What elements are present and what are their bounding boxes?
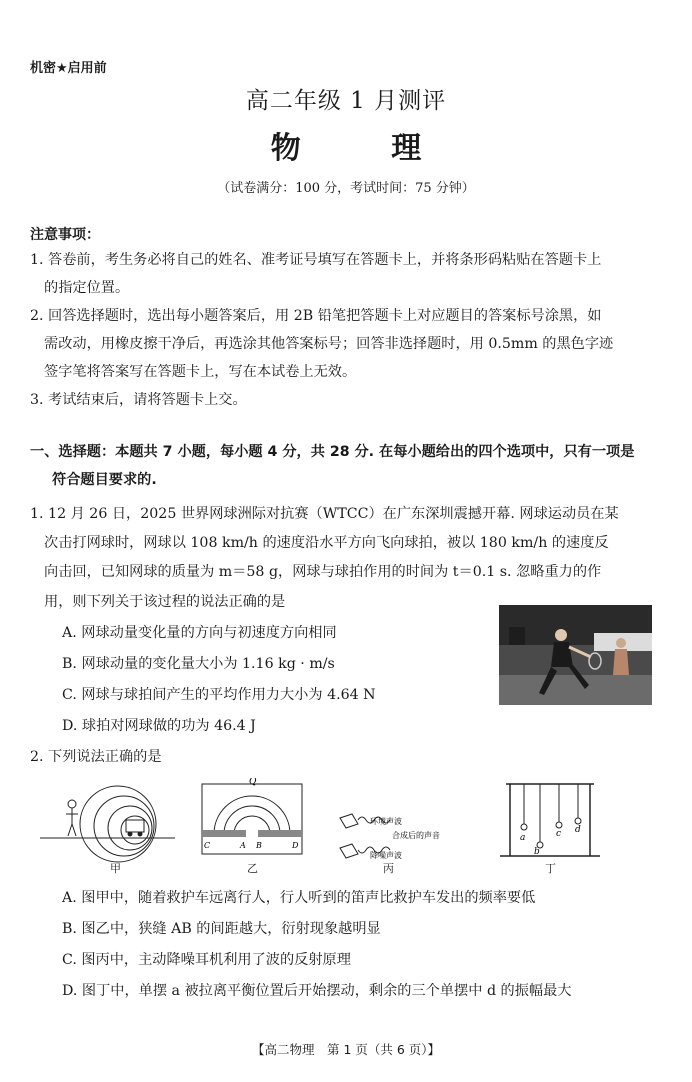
notice-line: 1. 答卷前，考生务必将自己的姓名、准考证号填写在答题卡上，并将条形码粘贴在答题卡上 [30,252,602,268]
q2-option-c: C. 图丙中，主动降噪耳机利用了波的反射原理 [62,952,351,968]
section-heading-cont: 符合题目要求的. [52,472,157,488]
exam-info: （试卷满分：100 分，考试时间：75 分钟） [217,181,475,196]
figure-c-label-antinoise: 降噪声波 [370,851,402,860]
q1-stem-line: 向击回，已知网球的质量为 m＝58 g，网球与球拍作用的时间为 t＝0.1 s. 忽略重力的作 [44,564,602,580]
notice-line: 2. 回答选择题时，选出每小题答案后，用 2B 铅笔把答题卡上对应题目的答案标号涂黑，如 [30,308,602,324]
figure-b-label-c: C [204,841,211,850]
figure-b-label-a: A [240,841,246,850]
page-footer: 【高二物理 第 1 页（共 6 页）】 [251,1042,441,1057]
q1-option-d: D. 球拍对网球做的功为 46.4 J [62,718,256,734]
figure-d-label-a: a [520,833,526,843]
subject-title: 物 理 [270,131,462,166]
figure-a-label: 甲 [110,862,121,875]
q1-option-a: A. 网球动量变化量的方向与初速度方向相同 [62,625,337,641]
notice-line: 签字笔将答案写在答题卡上，写在本试卷上无效。 [44,364,357,380]
figure-b-diffraction [202,778,302,854]
q2-option-a: A. 图甲中，随着救护车远离行人，行人听到的笛声比救护车发出的频率要低 [62,890,536,906]
figure-d-label: 丁 [545,862,556,875]
figure-c-label-ambient: 环境声波 [370,817,402,826]
tennis-photo-art [499,605,652,705]
q2-stem: 2. 下列说法正确的是 [30,749,162,765]
q1-stem-line: 用，则下列关于该过程的说法正确的是 [44,594,286,610]
figure-c-label-combined: 合成后的声音 [392,831,440,840]
exam-title: 高二年级 1 月测评 [245,88,447,114]
figure-b-label: 乙 [247,862,258,875]
q1-stem-line: 次击打网球时，网球以 108 km/h 的速度沿水平方向飞向球拍，被以 180 km/h 的速度反 [44,535,609,551]
figure-d-pendulums [500,784,600,857]
figure-b-label-q: Q [249,778,257,787]
figure-c-label: 丙 [383,862,394,875]
figure-b-label-d: D [292,841,299,850]
notice-line: 3. 考试结束后，请将答题卡上交。 [30,392,247,408]
figure-a-doppler [40,786,175,862]
notice-line: 的指定位置。 [44,280,130,296]
figure-d-label-c: c [556,829,562,839]
tennis-photo [499,605,652,705]
q2-option-b: B. 图乙中，狭缝 AB 的间距越大，衍射现象越明显 [62,921,381,937]
figure-c-noise-cancel [340,814,440,860]
figure-d-label-d: d [575,825,581,835]
q1-stem-line: 1. 12 月 26 日，2025 世界网球洲际对抗赛（WTCC）在广东深圳震撼开幕. 网球运动员在某 [30,506,619,522]
q1-option-b: B. 网球动量的变化量大小为 1.16 kg · m/s [62,656,335,672]
figure-d-label-b: b [534,847,540,857]
secret-label: 机密★启用前 [30,61,107,76]
figure-b-label-b: B [256,841,262,850]
q2-option-d: D. 图丁中，单摆 a 被拉离平衡位置后开始摆动，剩余的三个单摆中 d 的振幅最大 [62,983,572,999]
q1-option-c: C. 网球与球拍间产生的平均作用力大小为 4.64 N [62,687,376,703]
notice-line: 需改动，用橡皮擦干净后，再选涂其他答案标号；回答非选择题时，用 0.5mm 的黑色字迹 [44,336,614,352]
section-heading: 一、选择题：本题共 7 小题，每小题 4 分，共 28 分. 在每小题给出的四个选项中，只有一项是 [30,444,635,460]
notice-heading: 注意事项： [30,227,100,243]
